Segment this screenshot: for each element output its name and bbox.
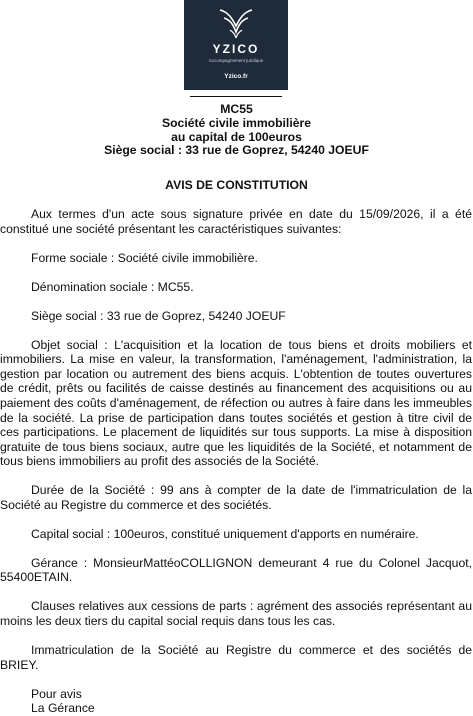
clauses-paragraph: Clauses relatives aux cessions de parts : agrément des associés représentant au moins les deux tiers du capital social requis dans tous les cas. — [0, 599, 472, 628]
immatriculation-paragraph: Immatriculation de la Société au Registre du commerce et des sociétés de BRIEY. — [0, 642, 472, 672]
notice-body — [0, 207, 472, 716]
company-siege: Siège social : 33 rue de Goprez, 54240 JOEUF — [104, 143, 369, 158]
yzico-logo — [184, 0, 288, 90]
siege-paragraph: Siège social : 33 rue de Goprez, 54240 JOEUF — [31, 308, 286, 323]
duree-paragraph: Durée de la Société : 99 ans à compter de la date de l'immatriculation de la Société au Registre du commerce et des sociétés. — [0, 483, 472, 512]
pour-avis: Pour avis — [31, 686, 82, 701]
company-form: Société civile immobilière — [161, 115, 312, 130]
forme-paragraph: Forme sociale : Société civile immobilière. — [31, 250, 258, 265]
gerance-paragraph: Gérance : MonsieurMattéoCOLLIGNON demeurant 4 rue du Colonel Jacquot, 55400ETAIN. — [0, 555, 472, 585]
company-header — [0, 103, 473, 158]
header-divider — [190, 96, 282, 97]
avis-title: AVIS DE CONSTITUTION — [165, 178, 308, 192]
intro-paragraph: Aux termes d'un acte sous signature privée en date du 15/09/2026, il a été constitué une société présentant les caractéristiques suivantes: — [0, 207, 472, 236]
denomination-paragraph: Dénomination sociale : MC55. — [31, 279, 194, 294]
signature: La Gérance — [31, 701, 95, 716]
objet-paragraph: Objet social : L'acquisition et la location de tous biens et droits mobiliers et immobiliers. La mise en valeur, la transformation, l'aménagement, l'administration, la gestion par location ou autrement des biens acquis. L'obtention de toutes ouvertures de crédit, prêts ou facilités de caisse destinés au financement des acquisitions ou au paiement des coûts d'aménagement, de réfection ou autres à faire dans les immeubles de la société. La prise de participation dans toutes sociétés et gestion à titre civil de ces participations. Le placement de liquidités sur tous supports. La mise à disposition gratuite de tous biens sociaux, autre que les liquidités de la Société, et notamment de tous biens immobiliers au profit des associés de la Société. — [0, 337, 472, 469]
capital-paragraph: Capital social : 100euros, constitué uniquement d'apports en numéraire. — [31, 526, 419, 541]
company-capital: au capital de 100euros — [171, 129, 302, 144]
logo-tagline: Accompagnement juridique — [208, 58, 264, 63]
company-name: MC55 — [220, 102, 253, 116]
logo-brand: YZICO — [212, 42, 260, 56]
logo-site: Yzico.fr — [224, 73, 248, 80]
yzico-emblem-icon — [216, 6, 256, 40]
